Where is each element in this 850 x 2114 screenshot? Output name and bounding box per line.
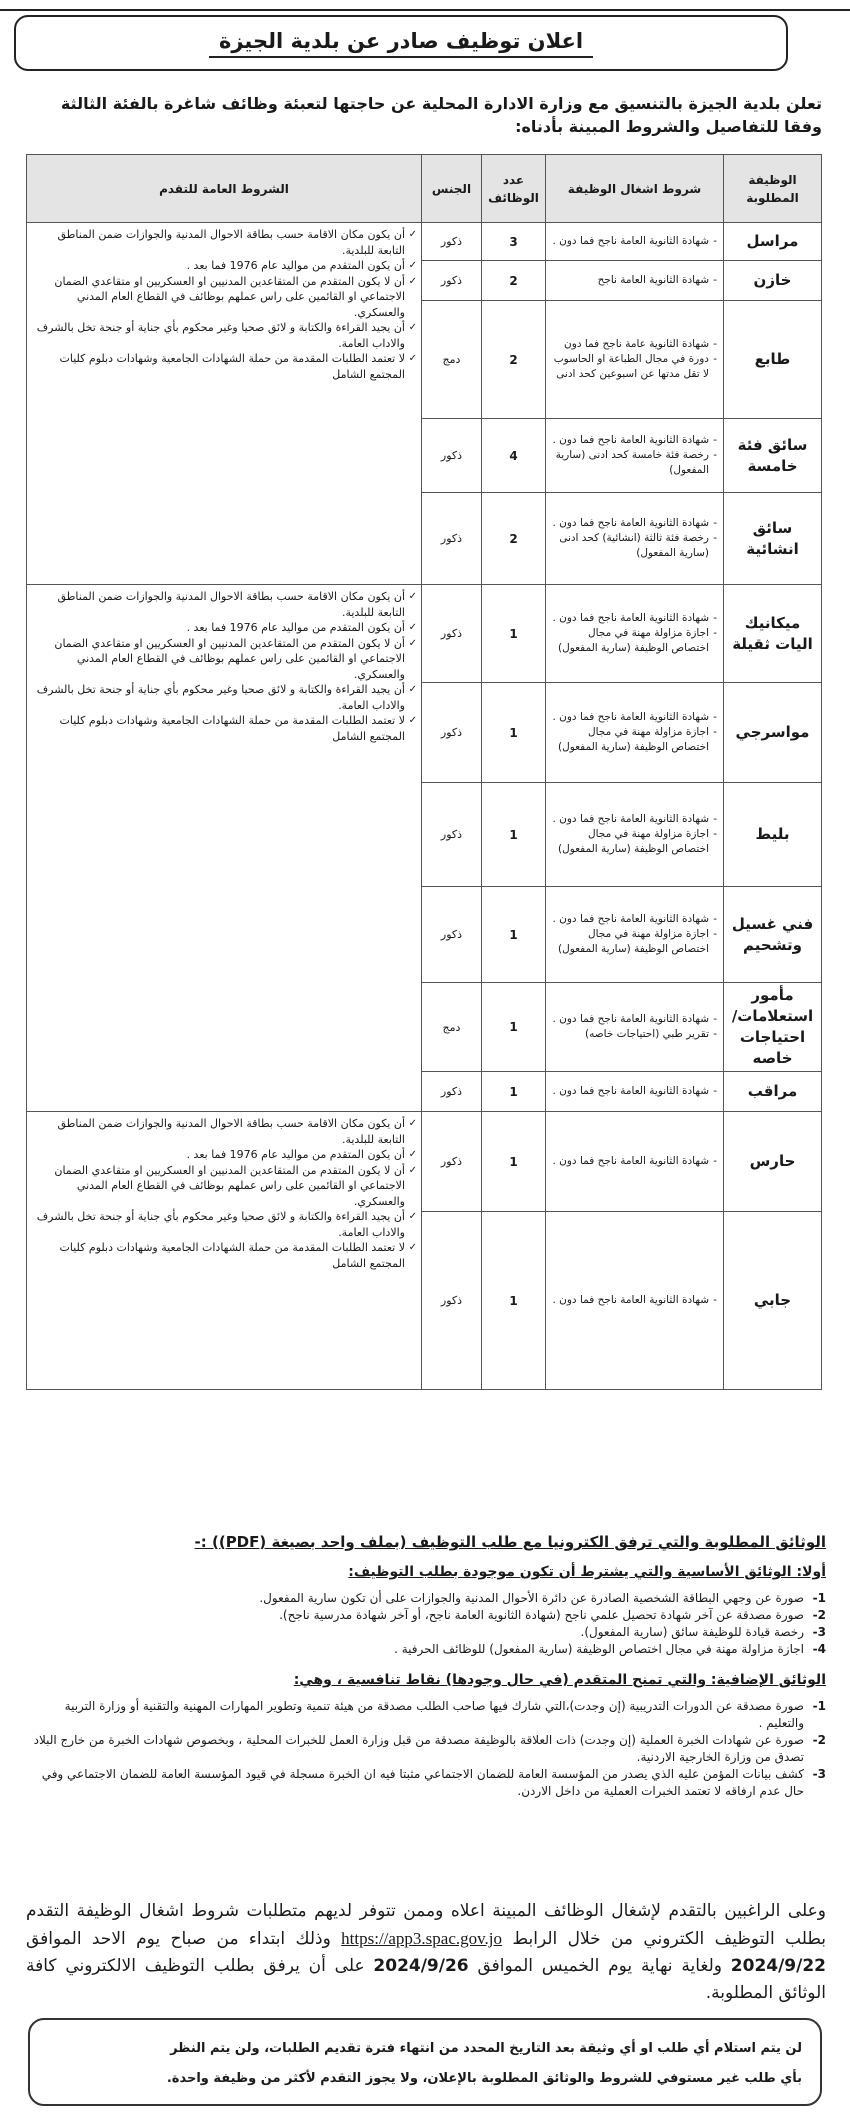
document-text: صورة عن شهادات الخبرة العملية (إن وجدت) ذات العلاقة بالوظيفة مصدقة من قبل وزارة العمل للخبرات المحلية ، وبخصوص شهادات الخبرة من خارج البلاد تصدق من وزارة الخارجية الاردنية.: [33, 1733, 804, 1764]
requirement-item: - شهادة الثانوية العامة ناجح فما دون .: [550, 1012, 717, 1027]
requirement-item: - شهادة الثانوية العامة ناجح فما دون .: [550, 1154, 717, 1169]
title-box: [14, 15, 788, 71]
job-count: 2: [482, 493, 546, 585]
requirement-item: - شهادة الثانوية العامة ناجح فما دون .: [550, 611, 717, 626]
job-count: 1: [482, 783, 546, 887]
requirement-item: - شهادة الثانوية العامة ناجح فما دون .: [550, 1084, 717, 1099]
job-requirements: [546, 887, 724, 983]
document-text: اجازة مزاولة مهنة في مجال اختصاص الوظيفة (سارية المفعول) للوظائف الحرفية .: [394, 1642, 804, 1656]
requirement-item: - رخصة فئة خامسة كحد ادنى (سارية المفعول): [550, 448, 717, 478]
job-requirements: [546, 585, 724, 683]
condition-item: ✓ أن يجيد القراءة والكتابة و لائق صحيا وغير محكوم بأي جناية أو جنحة تخل بالشرف والاداب العامة.: [31, 320, 417, 351]
requirement-item: - رخصة فئة ثالثة (انشائية) كحد ادنى (سارية المفعول): [550, 531, 717, 561]
job-title: مراقب: [724, 1072, 822, 1112]
table-row: [27, 585, 822, 683]
condition-item: ✓ أن يكون مكان الاقامة حسب بطاقة الاحوال المدنية والجوازات ضمن المناطق التابعة للبلدية.: [31, 227, 417, 258]
requirement-item: - دورة في مجال الطباعة او الحاسوب لا تقل مدتها عن اسبوعين كحد ادنى: [550, 352, 717, 382]
document-item: [26, 1607, 826, 1624]
job-title: مأمور استعلامات/ احتياجات خاصه: [724, 983, 822, 1072]
requirement-item: - شهادة الثانوية العامة ناجح فما دون .: [550, 234, 717, 249]
requirement-item: - شهادة الثانوية العامة ناجح فما دون .: [550, 516, 717, 531]
condition-item: ✓ أن يجيد القراءة والكتابة و لائق صحيا وغير محكوم بأي جناية أو جنحة تخل بالشرف والاداب العامة.: [31, 1209, 417, 1240]
header-count: عدد الوظائف: [482, 155, 546, 223]
job-requirements: [546, 683, 724, 783]
job-count: 1: [482, 887, 546, 983]
job-count: 1: [482, 683, 546, 783]
extra-documents-list: [26, 1698, 826, 1800]
job-gender: ذكور: [422, 887, 482, 983]
condition-item: ✓ أن يكون مكان الاقامة حسب بطاقة الاحوال المدنية والجوازات ضمن المناطق التابعة للبلدية.: [31, 589, 417, 620]
note-line-1: لن يتم استلام أي طلب او أي وثيقة بعد التاريخ المحدد من انتهاء فترة تقديم الطلبات، ولن يتم النظر: [170, 2041, 802, 2056]
page-title: اعلان توظيف صادر عن بلدية الجيزة: [209, 29, 593, 58]
jobs-table-body: [27, 223, 822, 1390]
document-number: 2-: [812, 1733, 826, 1747]
requirement-item: - اجازة مزاولة مهنة في مجال اختصاص الوظيفة (سارية المفعول): [550, 927, 717, 957]
document-number: 3-: [812, 1767, 826, 1781]
condition-item: ✓ لا تعتمد الطلبات المقدمة من حملة الشهادات الجامعية وشهادات دبلوم كليات المجتمع الشامل: [31, 351, 417, 382]
requirement-item: - شهادة الثانوية العامة ناجح فما دون .: [550, 812, 717, 827]
document-text: صورة مصدقة عن الدورات التدريبية (إن وجدت)،التي شارك فيها صاحب الطلب مصدقة من هيئة تنمية وتطوير المهارات المهنية والتقنية أو وزارة التربية والتعليم .: [64, 1699, 804, 1730]
job-count: 2: [482, 301, 546, 419]
job-requirements: [546, 1112, 724, 1212]
general-conditions: [27, 1112, 422, 1390]
document-text: رخصة قيادة للوظيفة سائق (سارية المفعول).: [580, 1625, 804, 1639]
document-item: [26, 1590, 826, 1607]
job-gender: ذكور: [422, 1072, 482, 1112]
header-conditions: الشروط العامة للتقدم: [27, 155, 422, 223]
condition-item: ✓ أن يجيد القراءة والكتابة و لائق صحيا وغير محكوم بأي جناية أو جنحة تخل بالشرف والاداب العامة.: [31, 682, 417, 713]
requirement-item: - تقرير طبي (احتياجات خاصه): [550, 1027, 717, 1042]
date-start: 2024/9/22: [730, 1956, 826, 1976]
condition-item: ✓ أن لا يكون المتقدم من المتقاعدين المدنيين او العسكريين او متقاعدي الضمان الاجتماعي او القائمين على راس عملهم بوظائف في القطاع العام المدني والعسكري.: [31, 636, 417, 683]
job-count: 1: [482, 1072, 546, 1112]
apply-text-4: على أن يرفق بطلب التوظيف الالكتروني كافة الوثائق المطلوبة.: [26, 1956, 826, 2003]
requirement-item: - اجازة مزاولة مهنة في مجال اختصاص الوظيفة (سارية المفعول): [550, 626, 717, 656]
job-count: 1: [482, 1112, 546, 1212]
general-conditions: [27, 223, 422, 585]
job-requirements: [546, 783, 724, 887]
condition-item: ✓ أن يكون مكان الاقامة حسب بطاقة الاحوال المدنية والجوازات ضمن المناطق التابعة للبلدية.: [31, 1116, 417, 1147]
apply-text-3: ولغاية نهاية يوم الخميس الموافق: [477, 1956, 722, 1976]
condition-item: ✓ أن يكون المتقدم من مواليد عام 1976 فما بعد .: [31, 1147, 417, 1163]
document-item: [26, 1624, 826, 1641]
job-title: جابي: [724, 1212, 822, 1390]
note-line-2: بأي طلب غير مستوفي للشروط والوثائق المطلوبة بالإعلان، ولا يجوز التقدم لأكثر من وظيفة واحدة.: [166, 2071, 802, 2086]
job-title: بليط: [724, 783, 822, 887]
top-rule: [0, 9, 850, 11]
document-text: صورة عن وجهي البطاقة الشخصية الصادرة عن دائرة الأحوال المدنية والجوازات على أن تكون سارية المفعول.: [259, 1591, 804, 1605]
requirement-item: - اجازة مزاولة مهنة في مجال اختصاص الوظيفة (سارية المفعول): [550, 827, 717, 857]
requirement-item: - شهادة الثانوية العامة ناجح فما دون .: [550, 1293, 717, 1308]
condition-item: ✓ أن لا يكون المتقدم من المتقاعدين المدنيين او العسكريين او متقاعدي الضمان الاجتماعي او القائمين على راس عملهم بوظائف في القطاع العام المدني والعسكري.: [31, 1163, 417, 1210]
job-gender: ذكور: [422, 223, 482, 261]
job-requirements: [546, 493, 724, 585]
job-requirements: [546, 1212, 724, 1390]
job-count: 1: [482, 983, 546, 1072]
header-requirements: شروط اشغال الوظيفة: [546, 155, 724, 223]
job-requirements: [546, 983, 724, 1072]
job-gender: ذكور: [422, 585, 482, 683]
general-conditions: [27, 585, 422, 1112]
application-link[interactable]: https://app3.spac.gov.jo: [341, 1929, 503, 1948]
job-gender: ذكور: [422, 683, 482, 783]
condition-item: ✓ أن لا يكون المتقدم من المتقاعدين المدنيين او العسكريين او متقاعدي الضمان الاجتماعي او القائمين على راس عملهم بوظائف في القطاع العام المدني والعسكري.: [31, 274, 417, 321]
job-title: فني غسيل وتشحيم: [724, 887, 822, 983]
requirement-item: - شهادة الثانوية العامة ناجح فما دون .: [550, 710, 717, 725]
job-gender: ذكور: [422, 783, 482, 887]
apply-text-2: وذلك ابتداء من صباح يوم الاحد الموافق: [26, 1929, 331, 1949]
job-gender: ذكور: [422, 1112, 482, 1212]
job-gender: ذكور: [422, 261, 482, 301]
requirement-item: - شهادة الثانوية العامة ناجح فما دون .: [550, 912, 717, 927]
document-number: 3-: [812, 1625, 826, 1639]
job-title: سائق فئة خامسة: [724, 419, 822, 493]
application-paragraph: [26, 1898, 826, 2007]
document-item: [26, 1766, 826, 1800]
document-text: صورة مصدقة عن آخر شهادة تحصيل علمي ناجح (شهادة الثانوية العامة ناجح، أو آخر شهادة مدرسية ناجح).: [279, 1608, 804, 1622]
job-title: مواسرجي: [724, 683, 822, 783]
condition-item: ✓ لا تعتمد الطلبات المقدمة من حملة الشهادات الجامعية وشهادات دبلوم كليات المجتمع الشامل: [31, 1240, 417, 1271]
requirement-item: - شهادة الثانوية العامة ناجح: [550, 273, 717, 288]
header-gender: الجنس: [422, 155, 482, 223]
job-title: حارس: [724, 1112, 822, 1212]
job-title: طابع: [724, 301, 822, 419]
condition-item: ✓ أن يكون المتقدم من مواليد عام 1976 فما بعد .: [31, 620, 417, 636]
basic-documents-list: [26, 1590, 826, 1658]
header-title: الوظيفة المطلوبة: [724, 155, 822, 223]
table-header-row: [27, 155, 822, 223]
job-title: ميكانيك اليات ثقيلة: [724, 585, 822, 683]
condition-item: ✓ لا تعتمد الطلبات المقدمة من حملة الشهادات الجامعية وشهادات دبلوم كليات المجتمع الشامل: [31, 713, 417, 744]
job-requirements: [546, 419, 724, 493]
documents-section: [26, 1530, 826, 1800]
date-end: 2024/9/26: [373, 1956, 469, 1976]
table-row: [27, 1112, 822, 1212]
job-count: 1: [482, 585, 546, 683]
job-requirements: [546, 261, 724, 301]
job-title: مراسل: [724, 223, 822, 261]
job-count: 3: [482, 223, 546, 261]
requirement-item: - شهادة الثانوية عامة ناجح فما دون: [550, 337, 717, 352]
requirement-item: - اجازة مزاولة مهنة في مجال اختصاص الوظيفة (سارية المفعول): [550, 725, 717, 755]
job-gender: دمج: [422, 301, 482, 419]
requirement-item: - شهادة الثانوية العامة ناجح فما دون .: [550, 433, 717, 448]
document-item: [26, 1732, 826, 1766]
job-requirements: [546, 223, 724, 261]
job-gender: ذكور: [422, 1212, 482, 1390]
jobs-table: [26, 154, 822, 1390]
job-count: 1: [482, 1212, 546, 1390]
document-number: 2-: [812, 1608, 826, 1622]
extra-documents-heading: الوثائق الإضافية: والتي تمنح المتقدم (في حال وجودها) نقاط تنافسية ، وهي:: [293, 1672, 826, 1688]
closing-note-box: [28, 2018, 822, 2106]
table-row: [27, 223, 822, 261]
apply-text-1: وعلى الراغبين بالتقدم لإشغال الوظائف المبينة اعلاه وممن تتوفر لديهم متطلبات شروط اشغال الوظيفة التقدم بطلب التوظيف الكتروني من خلال الرابط: [26, 1901, 827, 1949]
condition-item: ✓ أن يكون المتقدم من مواليد عام 1976 فما بعد .: [31, 258, 417, 274]
job-count: 2: [482, 261, 546, 301]
basic-documents-heading: أولا: الوثائق الأساسية والتي يشترط أن تكون موجودة بطلب التوظيف:: [348, 1564, 826, 1580]
document-item: [26, 1641, 826, 1658]
document-number: 1-: [812, 1699, 826, 1713]
job-gender: دمج: [422, 983, 482, 1072]
job-requirements: [546, 301, 724, 419]
document-text: كشف بيانات المؤمن عليه الذي يصدر من المؤسسة العامة للضمان الاجتماعي مثبتا فيه ان الخبرة مسجلة في قيود المؤسسة العامة للضمان الاجتماعي وفي حال عدم ارفاقه لا تعتمد الخبرات العملية من داخل الاردن.: [41, 1767, 804, 1798]
job-gender: ذكور: [422, 493, 482, 585]
document-item: [26, 1698, 826, 1732]
job-count: 4: [482, 419, 546, 493]
document-number: 1-: [812, 1591, 826, 1605]
job-title: سائق انشائية: [724, 493, 822, 585]
job-gender: ذكور: [422, 419, 482, 493]
documents-heading: الوثائق المطلوبة والتي ترفق الكترونيا مع طلب التوظيف (بملف واحد بصيغة (PDF)) :-: [194, 1533, 826, 1551]
job-requirements: [546, 1072, 724, 1112]
job-title: خازن: [724, 261, 822, 301]
intro-paragraph: تعلن بلدية الجيزة بالتنسيق مع وزارة الادارة المحلية عن حاجتها لتعبئة وظائف شاغرة بالفئة الثالثة وفقا للتفاصيل والشروط المبينة بأدناه:: [60, 94, 822, 136]
document-number: 4-: [812, 1642, 826, 1656]
